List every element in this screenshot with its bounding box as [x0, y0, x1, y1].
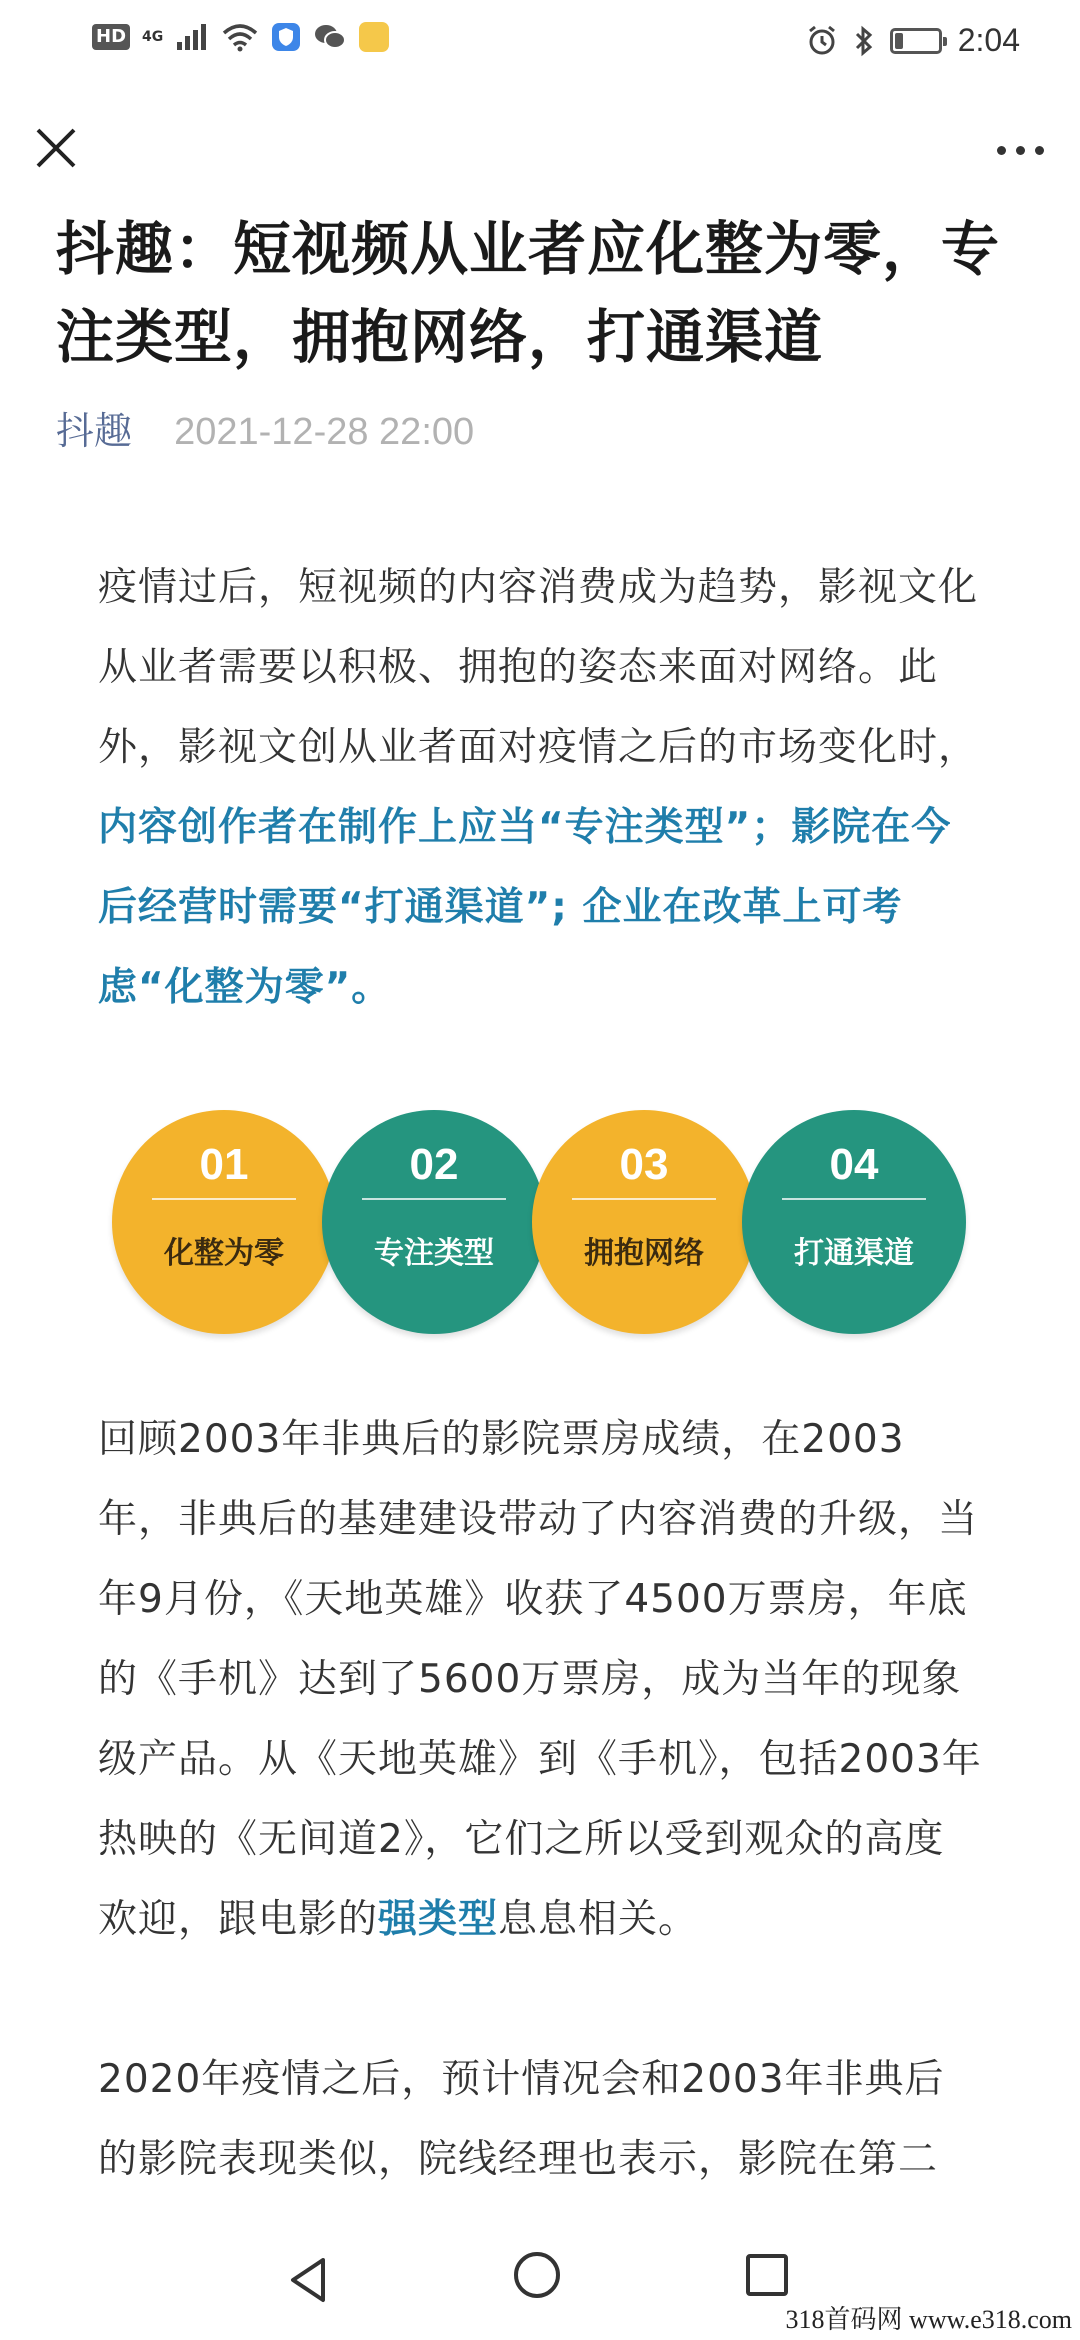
- paragraph-1: [98, 548, 984, 1028]
- paragraph-2-highlight: 强类型: [378, 1897, 499, 1942]
- paragraph-2: [98, 1400, 984, 1960]
- step-circle: [532, 1110, 756, 1334]
- card-icon: [359, 22, 389, 52]
- signal-icon: [175, 22, 209, 52]
- watermark: 318首码网 www.e318.com: [785, 2305, 1072, 2334]
- step-divider: [362, 1198, 506, 1200]
- status-left: [92, 22, 389, 52]
- step-number: 02: [409, 1140, 459, 1189]
- battery-level: [895, 33, 903, 49]
- more-button[interactable]: [990, 130, 1050, 170]
- bluetooth-icon: [854, 25, 874, 57]
- shield-icon: [271, 22, 301, 52]
- more-icon-dot: [1035, 146, 1044, 155]
- paragraph-2-text: 回顾2003年非典后的影院票房成绩，在2003年，非典后的基建建设带动了内容消费的升级，当年9月份，《天地英雄》收获了4500万票房，年底的《手机》达到了5600万票房，成为当年的现象级产品。从《天地英雄》到《手机》，包括2003年热映的《无间道2》，它们之所以受到观众的高度欢迎，跟电影的: [98, 1417, 982, 1942]
- steps-graphic: [112, 1110, 972, 1340]
- step-divider: [152, 1198, 296, 1200]
- step-label: 拥抱网络: [584, 1236, 704, 1271]
- article-title: 抖趣：短视频从业者应化整为零，专注类型，拥抱网络，打通渠道: [56, 215, 1001, 371]
- wifi-icon: [221, 22, 259, 52]
- back-icon[interactable]: [285, 2255, 331, 2305]
- step-number: 03: [619, 1140, 669, 1189]
- hd-badge: HD: [92, 24, 130, 50]
- battery-icon: [890, 28, 942, 54]
- paragraph-1-text: 疫情过后，短视频的内容消费成为趋势，影视文化从业者需要以积极、拥抱的姿态来面对网络。此外，影视文创从业者面对疫情之后的市场变化时，: [98, 565, 979, 770]
- close-icon: [30, 122, 82, 174]
- close-button[interactable]: [30, 122, 82, 174]
- publish-date: 2021-12-28 22:00: [174, 411, 475, 453]
- step-number: 01: [199, 1140, 249, 1189]
- status-right: [806, 22, 1020, 59]
- more-icon-dot: [1016, 146, 1025, 155]
- step-label: 专注类型: [374, 1236, 494, 1271]
- step-label: 化整为零: [164, 1236, 284, 1271]
- step-number: 04: [829, 1140, 879, 1189]
- author-link[interactable]: 抖趣: [56, 409, 133, 453]
- step-circle: [112, 1110, 336, 1334]
- paragraph-2-tail: 息息相关。: [498, 1897, 699, 1942]
- status-bar: [0, 0, 1080, 88]
- network-label: 4G: [142, 29, 164, 45]
- wechat-icon: [313, 22, 347, 52]
- system-nav-bar: [0, 2230, 1080, 2340]
- home-icon[interactable]: [514, 2252, 560, 2298]
- step-divider: [572, 1198, 716, 1200]
- recent-apps-icon[interactable]: [746, 2254, 788, 2296]
- article-meta: [56, 405, 474, 458]
- alarm-icon: [806, 25, 838, 57]
- more-icon-dot: [997, 146, 1006, 155]
- paragraph-3: 2020年疫情之后，预计情况会和2003年非典后的影院表现类似，院线经理也表示，影院在第二: [98, 2057, 945, 2182]
- step-circle: [742, 1110, 966, 1334]
- paragraph-1-highlight: 内容创作者在制作上应当“专注类型”；影院在今后经营时需要“打通渠道”; 企业在改革上可考虑“化整为零”。: [98, 805, 952, 1010]
- step-label: 打通渠道: [794, 1236, 914, 1271]
- step-divider: [782, 1198, 926, 1200]
- step-circle: [322, 1110, 546, 1334]
- clock: 2:04: [957, 22, 1020, 58]
